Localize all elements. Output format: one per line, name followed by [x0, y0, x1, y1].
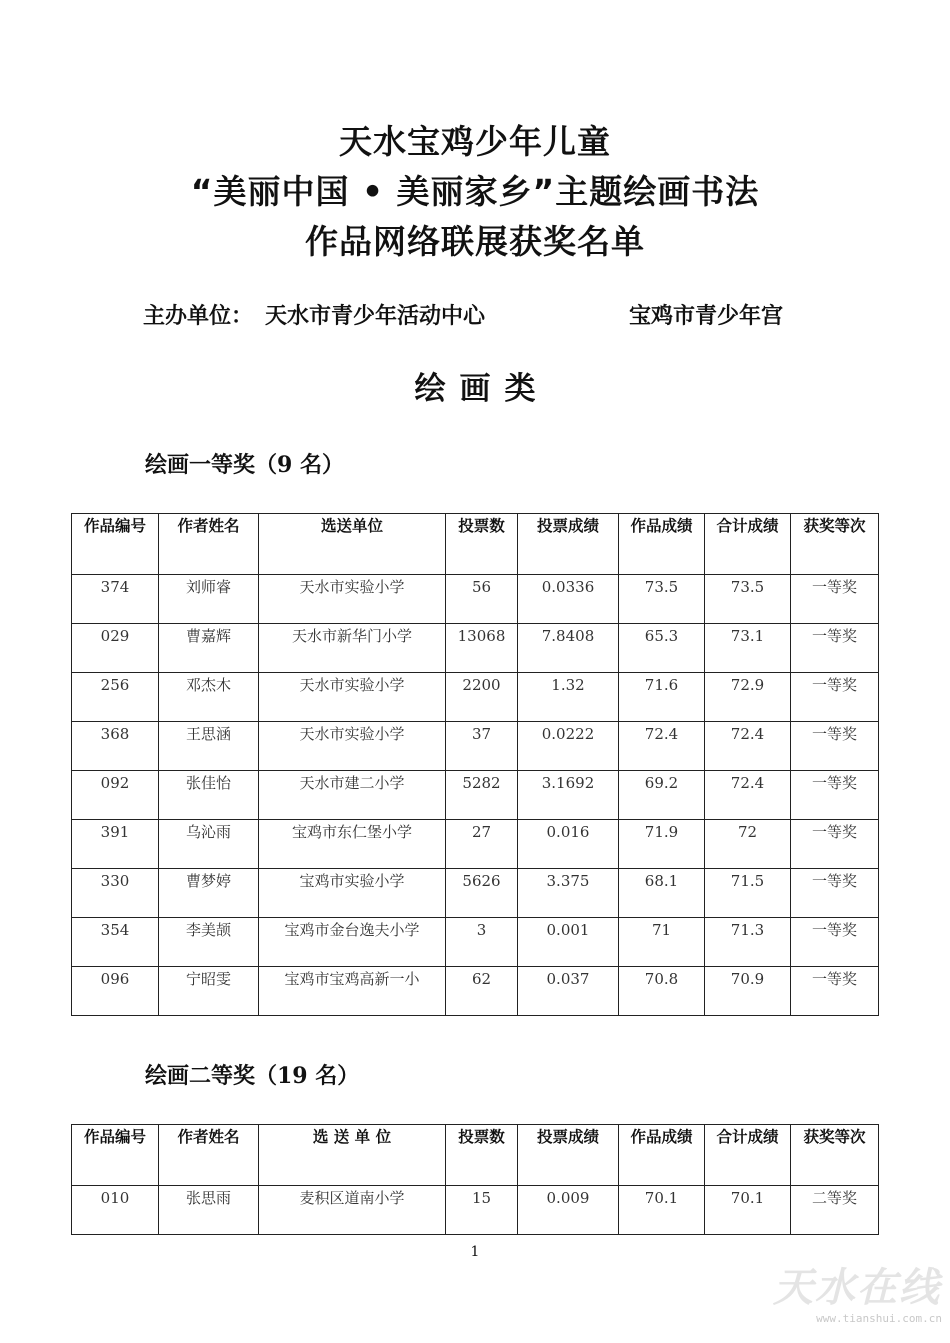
table-cell: 65.3	[619, 624, 705, 673]
section-heading-first-prize: 绘画一等奖（9 名）	[145, 452, 344, 478]
table-cell: 73.5	[705, 575, 791, 624]
table-cell: 69.2	[619, 771, 705, 820]
table-cell: 5282	[446, 771, 518, 820]
column-header: 投票数	[446, 1125, 518, 1186]
table-cell: 70.8	[619, 967, 705, 1016]
table-cell: 宁昭雯	[159, 967, 259, 1016]
table-header-row	[72, 1125, 879, 1186]
table-cell: 0.009	[518, 1186, 619, 1235]
table-cell: 15	[446, 1186, 518, 1235]
table-cell: 3.1692	[518, 771, 619, 820]
table-cell: 092	[72, 771, 159, 820]
table-cell: 72.4	[619, 722, 705, 771]
table-row	[72, 820, 879, 869]
organizer-1: 天水市青少年活动中心	[265, 303, 486, 329]
table-cell: 曹梦婷	[159, 869, 259, 918]
watermark-logo-text: 天水在线	[773, 1265, 941, 1311]
table-cell: 029	[72, 624, 159, 673]
table-cell: 72.4	[705, 722, 791, 771]
table-cell: 374	[72, 575, 159, 624]
table-cell: 71	[619, 918, 705, 967]
table-cell: 70.1	[619, 1186, 705, 1235]
table-cell: 72.9	[705, 673, 791, 722]
table-cell: 354	[72, 918, 159, 967]
table-cell: 李美颉	[159, 918, 259, 967]
second-prize-table	[71, 1124, 879, 1235]
table-row	[72, 575, 879, 624]
first-prize-table	[71, 513, 879, 1016]
column-header: 作品编号	[72, 514, 159, 575]
table-cell: 宝鸡市宝鸡高新一小	[259, 967, 446, 1016]
table-row	[72, 624, 879, 673]
table-cell: 张佳怡	[159, 771, 259, 820]
table-cell: 13068	[446, 624, 518, 673]
document-title-line-3: 作品网络联展获奖名单	[305, 222, 645, 261]
organizer-line	[143, 296, 823, 336]
table-row	[72, 967, 879, 1016]
table-cell: 天水市实验小学	[259, 575, 446, 624]
table-cell: 70.1	[705, 1186, 791, 1235]
table-cell: 曹嘉辉	[159, 624, 259, 673]
table-cell: 0.0222	[518, 722, 619, 771]
table-cell: 3.375	[518, 869, 619, 918]
column-header: 选 送 单 位	[259, 1125, 446, 1186]
column-header: 作品成绩	[619, 1125, 705, 1186]
table-cell: 72	[705, 820, 791, 869]
table-cell: 天水市建二小学	[259, 771, 446, 820]
document-title-line-2: “美丽中国 • 美丽家乡”主题绘画书法	[190, 172, 760, 211]
table-row	[72, 722, 879, 771]
table-cell: 一等奖	[791, 820, 879, 869]
site-watermark	[772, 1262, 942, 1332]
table-cell: 391	[72, 820, 159, 869]
table-cell: 71.9	[619, 820, 705, 869]
table-cell: 乌沁雨	[159, 820, 259, 869]
column-header: 投票成绩	[518, 1125, 619, 1186]
table-cell: 368	[72, 722, 159, 771]
table-cell: 73.1	[705, 624, 791, 673]
table-cell: 2200	[446, 673, 518, 722]
table-cell: 37	[446, 722, 518, 771]
column-header: 投票成绩	[518, 514, 619, 575]
column-header: 合计成绩	[705, 1125, 791, 1186]
table-cell: 一等奖	[791, 624, 879, 673]
column-header: 投票数	[446, 514, 518, 575]
table-cell: 0.016	[518, 820, 619, 869]
table-cell: 王思涵	[159, 722, 259, 771]
table-cell: 二等奖	[791, 1186, 879, 1235]
table-cell: 一等奖	[791, 869, 879, 918]
table-cell: 一等奖	[791, 575, 879, 624]
document-title-line-1: 天水宝鸡少年儿童	[339, 122, 611, 161]
table-cell: 0.0336	[518, 575, 619, 624]
table-cell: 5626	[446, 869, 518, 918]
table-cell: 张思雨	[159, 1186, 259, 1235]
column-header: 选送单位	[259, 514, 446, 575]
table-cell: 一等奖	[791, 722, 879, 771]
table-cell: 0.037	[518, 967, 619, 1016]
table-cell: 宝鸡市实验小学	[259, 869, 446, 918]
page-number: 1	[470, 1244, 480, 1260]
table-row	[72, 918, 879, 967]
table-cell: 天水市新华门小学	[259, 624, 446, 673]
category-heading: 绘画类	[414, 371, 550, 407]
table-cell: 麦积区道南小学	[259, 1186, 446, 1235]
table-cell: 7.8408	[518, 624, 619, 673]
table-row	[72, 1186, 879, 1235]
table-cell: 3	[446, 918, 518, 967]
section-heading-second-prize: 绘画二等奖（19 名）	[145, 1063, 360, 1089]
table-cell: 0.001	[518, 918, 619, 967]
table-header-row	[72, 514, 879, 575]
table-cell: 一等奖	[791, 673, 879, 722]
column-header: 作者姓名	[159, 514, 259, 575]
table-cell: 71.6	[619, 673, 705, 722]
organizer-2: 宝鸡市青少年宫	[629, 303, 784, 329]
table-cell: 72.4	[705, 771, 791, 820]
table-cell: 68.1	[619, 869, 705, 918]
table-cell: 宝鸡市金台逸夫小学	[259, 918, 446, 967]
column-header: 获奖等次	[791, 514, 879, 575]
table-cell: 刘师睿	[159, 575, 259, 624]
table-cell: 1.32	[518, 673, 619, 722]
table-cell: 096	[72, 967, 159, 1016]
table-cell: 71.5	[705, 869, 791, 918]
table-cell: 70.9	[705, 967, 791, 1016]
table-row	[72, 869, 879, 918]
table-row	[72, 673, 879, 722]
table-cell: 一等奖	[791, 967, 879, 1016]
column-header: 作品编号	[72, 1125, 159, 1186]
table-cell: 62	[446, 967, 518, 1016]
column-header: 作品成绩	[619, 514, 705, 575]
table-cell: 天水市实验小学	[259, 673, 446, 722]
table-cell: 27	[446, 820, 518, 869]
table-cell: 一等奖	[791, 918, 879, 967]
table-cell: 71.3	[705, 918, 791, 967]
table-cell: 010	[72, 1186, 159, 1235]
table-cell: 56	[446, 575, 518, 624]
table-cell: 73.5	[619, 575, 705, 624]
column-header: 获奖等次	[791, 1125, 879, 1186]
table-cell: 一等奖	[791, 771, 879, 820]
table-row	[72, 771, 879, 820]
watermark-url: www.tianshui.com.cn	[816, 1312, 942, 1325]
table-cell: 邓杰木	[159, 673, 259, 722]
column-header: 合计成绩	[705, 514, 791, 575]
table-cell: 330	[72, 869, 159, 918]
table-cell: 天水市实验小学	[259, 722, 446, 771]
column-header: 作者姓名	[159, 1125, 259, 1186]
table-cell: 256	[72, 673, 159, 722]
organizer-label: 主办单位：	[143, 303, 254, 329]
table-cell: 宝鸡市东仁堡小学	[259, 820, 446, 869]
